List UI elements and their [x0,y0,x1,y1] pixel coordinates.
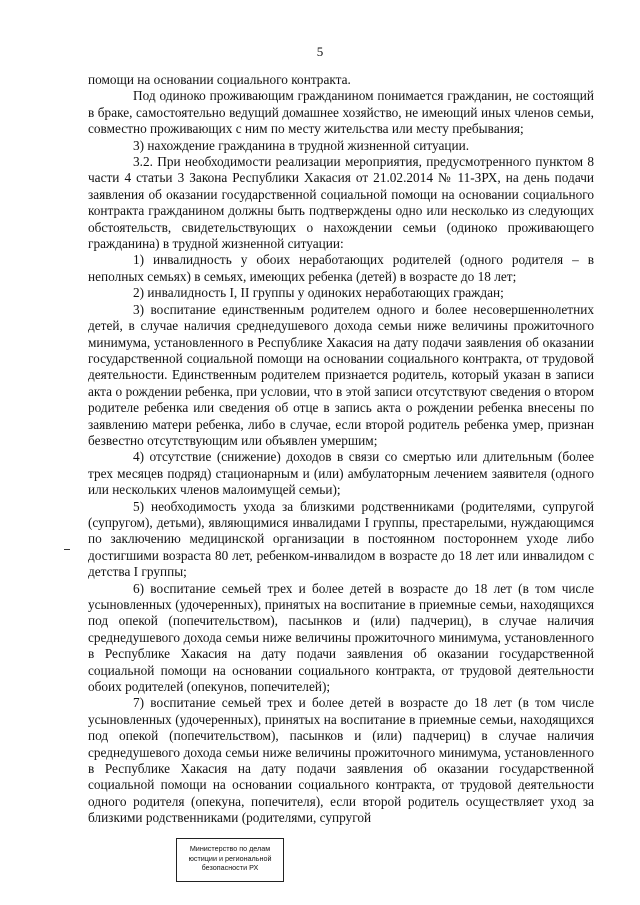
paragraph: 3) воспитание единственным родителем одного и более несовершеннолетних детей, в случае наличия среднедушевого дохода семьи ниже величины прожиточного минимума, установленного в Республике Хакасия на дату подачи заявления об оказании государственной социальной помощи на основании социального контракта, от трудовой деятельности. Единственным родителем признается родитель, который указан в записи акта о рождении ребенка, при условии, что в этой записи отсутствуют сведения о втором родителе ребенка или сведения об отце в запись акта о рождении ребенка внесены по заявлению матери ребенка, либо в случае, если второй родитель ребенка умер, признан безвестно отсутствующим или объявлен умершим; [88,301,594,448]
paragraph: помощи на основании социального контракта. [88,72,351,87]
paragraph: Под одиноко проживающим гражданином понимается гражданин, не состоящий в браке, самостоятельно ведущий домашнее хозяйство, не имеющий иных членов семьи, совместно проживающих с ним по месту жительства или месту пребывания; [88,88,594,137]
paragraph: 3) нахождение гражданина в трудной жизненной ситуации. [133,137,470,153]
body-text [88,72,594,827]
margin-mark [64,549,70,550]
paragraph: 5) необходимость ухода за близкими родственниками (родителями, супругой (супругом), детьми), являющимися инвалидами I группы, престарелыми, нуждающимся по заключению медицинской организации в постоянном постороннем уходе либо достигшими возраста 80 лет, ребенком-инвалидом в возрасте до 18 лет или инвалидом с детства I группы; [88,498,594,580]
page-number: 5 [316,44,324,59]
paragraph: 4) отсутствие (снижение) доходов в связи со смертью или длительным (более трех месяцев подряд) стационарным и (или) амбулаторным лечением заявителя (одного или нескольких членов малоимущей семьи); [88,449,594,498]
paragraph: 3.2. При необходимости реализации мероприятия, предусмотренного пунктом 8 части 4 статьи 3 Закона Республики Хакасия от 21.02.2014 № 11-ЗРХ, на день подачи заявления об оказании государственной социальной помощи на основании социального контракта гражданином должны быть подтверждены одно или несколько из следующих обстоятельств, свидетельствующих о нахождении семьи (одиноко проживающего гражданина) в трудной жизненной ситуации: [88,154,594,252]
paragraph: 1) инвалидность у обоих неработающих родителей (одного родителя – в неполных семьях) в семьях, имеющих ребенка (детей) в возрасте до 18 лет; [88,252,594,284]
paragraph: 7) воспитание семьей трех и более детей в возрасте до 18 лет (в том числе усыновленных (удочеренных), принятых на воспитание в приемные семьи, находящихся под опекой (попечительством), пасынков и (или) падчериц) в случае наличия среднедушевого дохода семьи ниже величины прожиточного минимума, установленного в Республике Хакасия на дату подачи заявления об оказании государственной социальной помощи на основании социального контракта, от трудовой деятельности одного родителя (опекуна, попечителя), если второй родитель осуществляет уход за близкими родственниками (родителями, супругой [88,695,594,826]
stamp-line: юстиции и региональной [188,853,272,863]
ministry-stamp [176,838,284,882]
stamp-line: Министерство по делам [189,844,271,853]
paragraph: 6) воспитание семьей трех и более детей в возрасте до 18 лет (в том числе усыновленных (удочеренных), принятых на воспитание в приемные семьи, находящихся под опекой (попечительством), пасынков и (или) падчериц), в случае наличия среднедушевого дохода семьи ниже величины прожиточного минимума, установленного в Республике Хакасия на дату подачи заявления об оказании государственной социальной помощи на основании социального контракта, от трудовой деятельности обоих родителей (опекунов, попечителей); [88,580,594,695]
stamp-line: безопасности РХ [201,863,259,872]
paragraph: 2) инвалидность I, II группы у одиноких неработающих граждан; [133,285,504,301]
